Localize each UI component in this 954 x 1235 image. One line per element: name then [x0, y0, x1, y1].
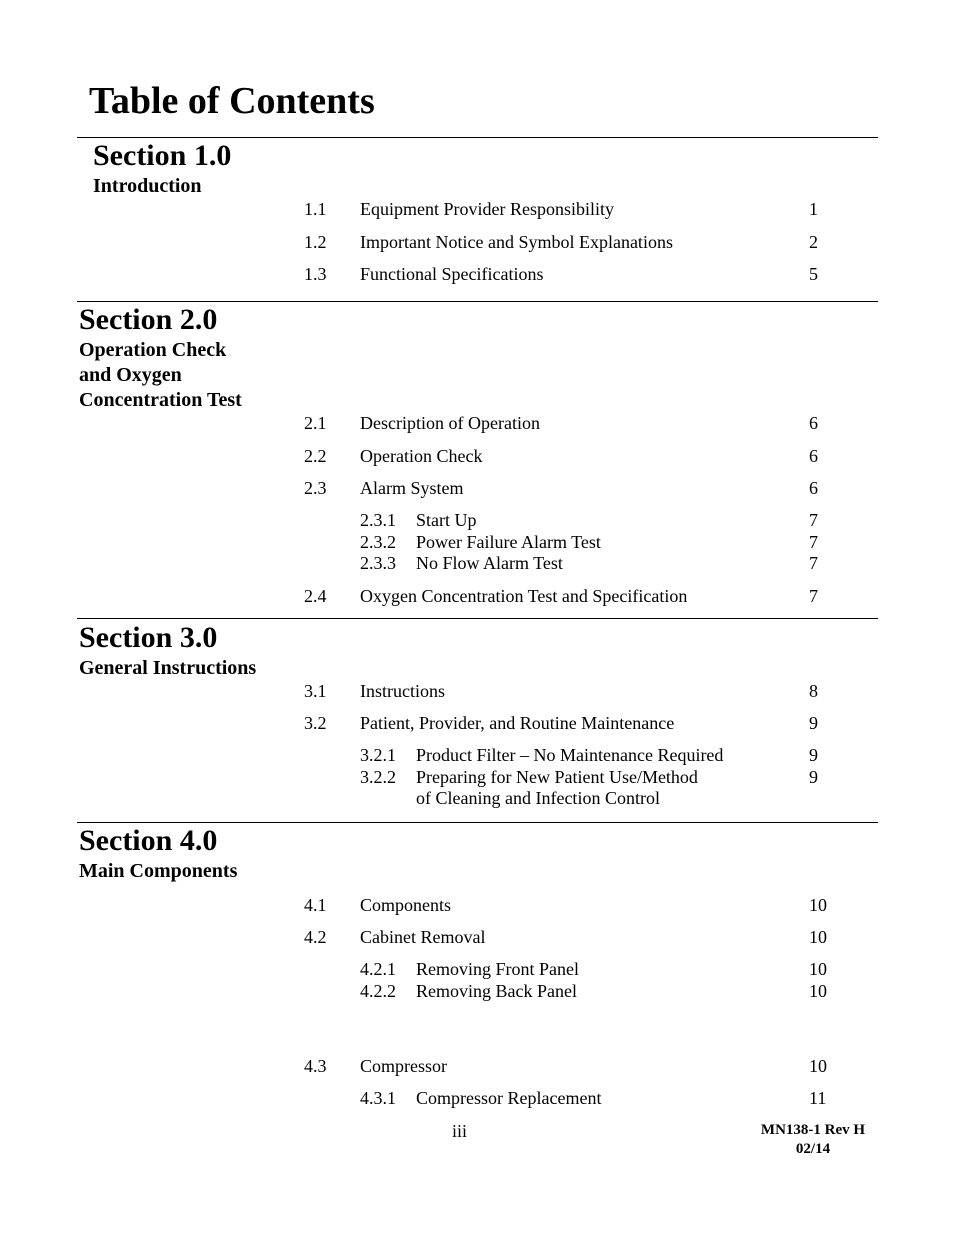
section-divider	[77, 137, 878, 138]
section-subtitle: General Instructions	[79, 657, 257, 679]
entry-title: Alarm System	[360, 478, 464, 498]
entry-page: 8	[809, 681, 818, 701]
entry-number: 4.1	[304, 895, 327, 915]
document-date: 02/14	[795, 1141, 831, 1157]
page-title: Table of Contents	[89, 80, 375, 122]
subentry-number: 2.3.1	[360, 510, 396, 530]
entry-number: 2.2	[304, 446, 327, 466]
entry-title: Cabinet Removal	[360, 927, 486, 947]
subentry-number: 3.2.2	[360, 767, 396, 787]
entry-page: 10	[809, 959, 827, 979]
entry-number: 4.3	[304, 1056, 327, 1076]
entry-title: Equipment Provider Responsibility	[360, 199, 614, 219]
entry-number: 3.1	[304, 681, 327, 701]
entry-page: 6	[809, 446, 818, 466]
entry-number: 4.2	[304, 927, 327, 947]
subentry-title: Removing Front Panel	[416, 959, 579, 979]
entry-title: Compressor	[360, 1056, 447, 1076]
entry-title: Instructions	[360, 681, 445, 701]
section-divider	[77, 618, 878, 619]
subentry-number: 2.3.2	[360, 532, 396, 552]
document-revision: MN138-1 Rev H	[760, 1122, 866, 1138]
subentry-number: 4.2.2	[360, 981, 396, 1001]
subentry-number: 4.2.1	[360, 959, 396, 979]
entry-page: 10	[809, 981, 827, 1001]
entry-number: 1.1	[304, 199, 327, 219]
subentry-number: 4.3.1	[360, 1088, 396, 1108]
entry-number: 1.3	[304, 264, 327, 284]
entry-title: Patient, Provider, and Routine Maintenance	[360, 713, 675, 733]
entry-number: 2.1	[304, 413, 327, 433]
page-number: iii	[452, 1121, 468, 1141]
entry-page: 9	[809, 713, 818, 733]
entry-title: Components	[360, 895, 452, 915]
entry-page: 1	[809, 199, 818, 219]
section-heading: Section 2.0	[79, 303, 218, 336]
entry-number: 2.4	[304, 586, 327, 606]
entry-page: 7	[809, 553, 818, 573]
entry-page: 7	[809, 510, 818, 530]
subentry-title: Power Failure Alarm Test	[416, 532, 601, 552]
subentry-number: 3.2.1	[360, 745, 396, 765]
section-divider	[77, 301, 878, 302]
section-subtitle: Operation Check	[79, 339, 227, 361]
entry-page: 7	[809, 586, 818, 606]
subentry-title-continued: of Cleaning and Infection Control	[416, 788, 660, 808]
entry-title: Description of Operation	[360, 413, 540, 433]
section-subtitle: and Oxygen	[79, 364, 182, 386]
subentry-number: 2.3.3	[360, 553, 396, 573]
entry-page: 7	[809, 532, 818, 552]
section-subtitle: Introduction	[93, 175, 202, 197]
section-subtitle: Main Components	[79, 860, 238, 882]
subentry-title: No Flow Alarm Test	[416, 553, 563, 573]
section-heading: Section 4.0	[79, 824, 218, 857]
entry-title: Important Notice and Symbol Explanations	[360, 232, 673, 252]
subentry-title: Removing Back Panel	[416, 981, 577, 1001]
entry-title: Operation Check	[360, 446, 483, 466]
subentry-title: Start Up	[416, 510, 477, 530]
entry-page: 5	[809, 264, 818, 284]
entry-number: 2.3	[304, 478, 327, 498]
entry-page: 6	[809, 478, 818, 498]
entry-page: 9	[809, 745, 818, 765]
subentry-title: Product Filter – No Maintenance Required	[416, 745, 724, 765]
section-heading: Section 1.0	[93, 139, 232, 172]
section-heading: Section 3.0	[79, 621, 218, 654]
entry-number: 1.2	[304, 232, 327, 252]
entry-page: 2	[809, 232, 818, 252]
entry-page: 10	[809, 895, 827, 915]
document-id-block	[750, 1121, 876, 1159]
entry-page: 10	[809, 927, 827, 947]
entry-page: 9	[809, 767, 818, 787]
section-divider	[77, 822, 878, 823]
entry-title: Functional Specifications	[360, 264, 544, 284]
entry-title: Oxygen Concentration Test and Specification	[360, 586, 688, 606]
entry-number: 3.2	[304, 713, 327, 733]
entry-page: 11	[809, 1088, 827, 1108]
subentry-title: Compressor Replacement	[416, 1088, 602, 1108]
entry-page: 10	[809, 1056, 827, 1076]
subentry-title: Preparing for New Patient Use/Method	[416, 767, 698, 787]
entry-page: 6	[809, 413, 818, 433]
section-subtitle: Concentration Test	[79, 389, 242, 411]
